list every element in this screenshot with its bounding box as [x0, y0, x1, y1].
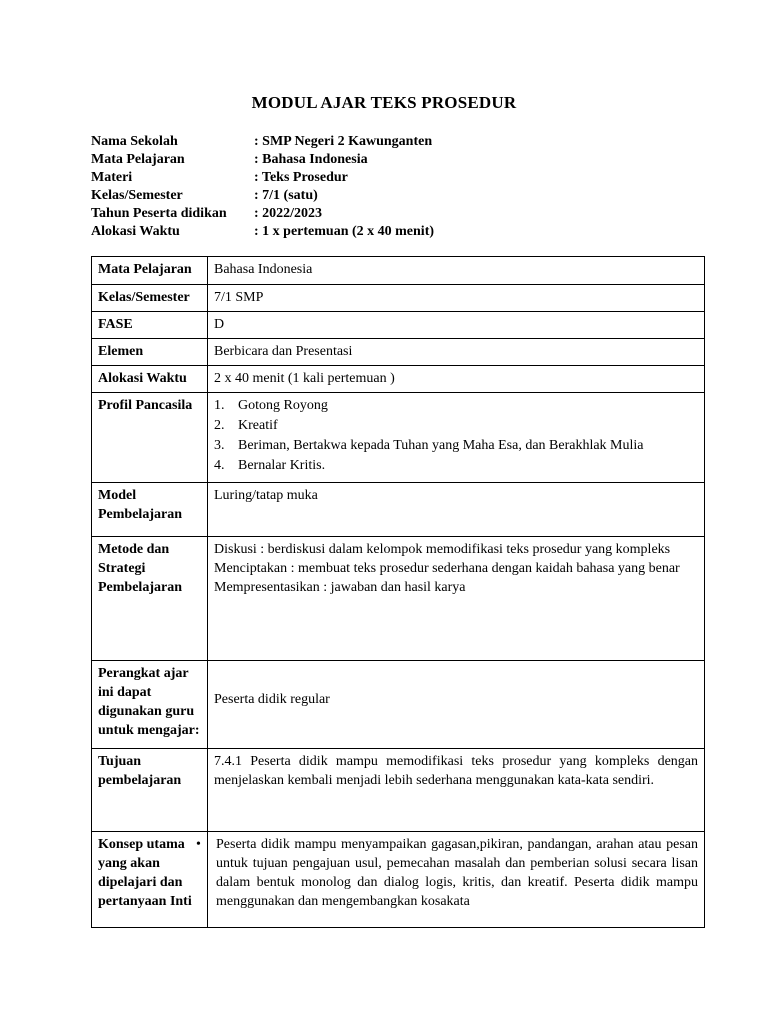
row-label: Elemen: [92, 339, 208, 366]
row-value: [196, 832, 705, 928]
row-value: D: [208, 312, 705, 339]
meta-label: Materi: [91, 170, 133, 185]
list-text: Gotong Royong: [238, 398, 328, 413]
meta-value: : Teks Prosedur: [254, 170, 348, 185]
table-row: [92, 537, 705, 661]
table-row: [92, 661, 705, 749]
meta-value: : 7/1 (satu): [254, 188, 318, 203]
meta-row-alokasi: [91, 223, 434, 241]
row-value: 2 x 40 menit (1 kali pertemuan ): [208, 366, 705, 393]
row-label: Metode dan Strategi Pembelajaran: [92, 537, 208, 661]
meta-value: : SMP Negeri 2 Kawunganten: [254, 134, 433, 149]
meta-row-sekolah: [91, 133, 434, 151]
table-row: [92, 749, 705, 832]
bullet-icon: •: [196, 837, 201, 852]
meta-label: Nama Sekolah: [91, 134, 178, 149]
row-label: Alokasi Waktu: [92, 366, 208, 393]
row-label: Tujuan pembelajaran: [92, 749, 208, 832]
list-item: [214, 416, 698, 436]
module-table: [91, 256, 705, 928]
list-item: [214, 396, 698, 416]
profil-list: [214, 396, 698, 476]
meta-label: Mata Pelajaran: [91, 152, 185, 167]
row-value: 7.4.1 Peserta didik mampu memodifikasi teks prosedur yang kompleks dengan menjelaskan kembali menjadi lebih sederhana menggunakan kata-kata sendiri.: [208, 749, 705, 832]
list-text: Beriman, Bertakwa kepada Tuhan yang Maha Esa, dan Berakhlak Mulia: [238, 438, 644, 453]
metode-menciptakan: Menciptakan : membuat teks prosedur sederhana dengan kaidah bahasa yang benar: [214, 561, 680, 576]
row-label: Profil Pancasila: [92, 393, 208, 483]
table-row: [92, 285, 705, 312]
table-row: [92, 483, 705, 537]
meta-value: : 1 x pertemuan (2 x 40 menit): [254, 224, 435, 239]
row-value: Peserta didik regular: [208, 661, 705, 749]
row-label: FASE: [92, 312, 208, 339]
konsep-text: Peserta didik mampu menyampaikan gagasan,pikiran, pandangan, arahan atau pesan untuk tujuan pengajuan usul, pemecahan masalah dan pemberian solusi secara lisan dalam bentuk monolog dan dialog logis, kritis, dan kreatif. Peserta didik mampu menggunakan dan mengembangkan kosakata: [216, 837, 698, 909]
metode-presentasi: Mempresentasikan : jawaban dan hasil karya: [214, 580, 466, 595]
meta-row-mapel: [91, 151, 434, 169]
list-number: 3.: [214, 438, 225, 453]
list-item: [214, 456, 698, 476]
metode-diskusi: Diskusi : berdiskusi dalam kelompok memodifikasi teks prosedur yang kompleks: [214, 542, 671, 557]
table-row: [92, 312, 705, 339]
table-row: [92, 832, 705, 928]
list-number: 2.: [214, 418, 225, 433]
meta-row-materi: [91, 169, 434, 187]
table-row: [92, 393, 705, 483]
row-value: Bahasa Indonesia: [208, 257, 705, 285]
meta-label: Kelas/Semester: [91, 188, 183, 203]
meta-value: : Bahasa Indonesia: [254, 152, 368, 167]
row-label: Mata Pelajaran: [92, 257, 208, 285]
meta-row-kelas: [91, 187, 434, 205]
row-value: 7/1 SMP: [208, 285, 705, 312]
list-item: [214, 436, 698, 456]
document-title: MODUL AJAR TEKS PROSEDUR: [251, 93, 517, 112]
row-label: Perangkat ajar ini dapat digunakan guru untuk mengajar:: [92, 661, 208, 749]
list-number: 1.: [214, 398, 225, 413]
list-text: Kreatif: [238, 418, 278, 433]
row-value: Luring/tatap muka: [208, 483, 705, 537]
row-label: Konsep utama yang akan dipelajari dan pertanyaan Inti: [92, 832, 208, 928]
table-row: [92, 257, 705, 285]
meta-label: Alokasi Waktu: [91, 224, 180, 239]
meta-value: : 2022/2023: [254, 206, 323, 221]
row-label: Kelas/Semester: [92, 285, 208, 312]
meta-row-tahun: [91, 205, 434, 223]
row-value: [208, 537, 705, 661]
identity-block: [91, 133, 434, 241]
row-label: Model Pembelajaran: [92, 483, 208, 537]
row-value: Berbicara dan Presentasi: [208, 339, 705, 366]
row-value: [208, 393, 705, 483]
list-text: Bernalar Kritis.: [238, 458, 326, 473]
meta-label: Tahun Peserta didikan: [91, 206, 227, 221]
list-number: 4.: [214, 458, 225, 473]
table-row: [92, 339, 705, 366]
table-row: [92, 366, 705, 393]
